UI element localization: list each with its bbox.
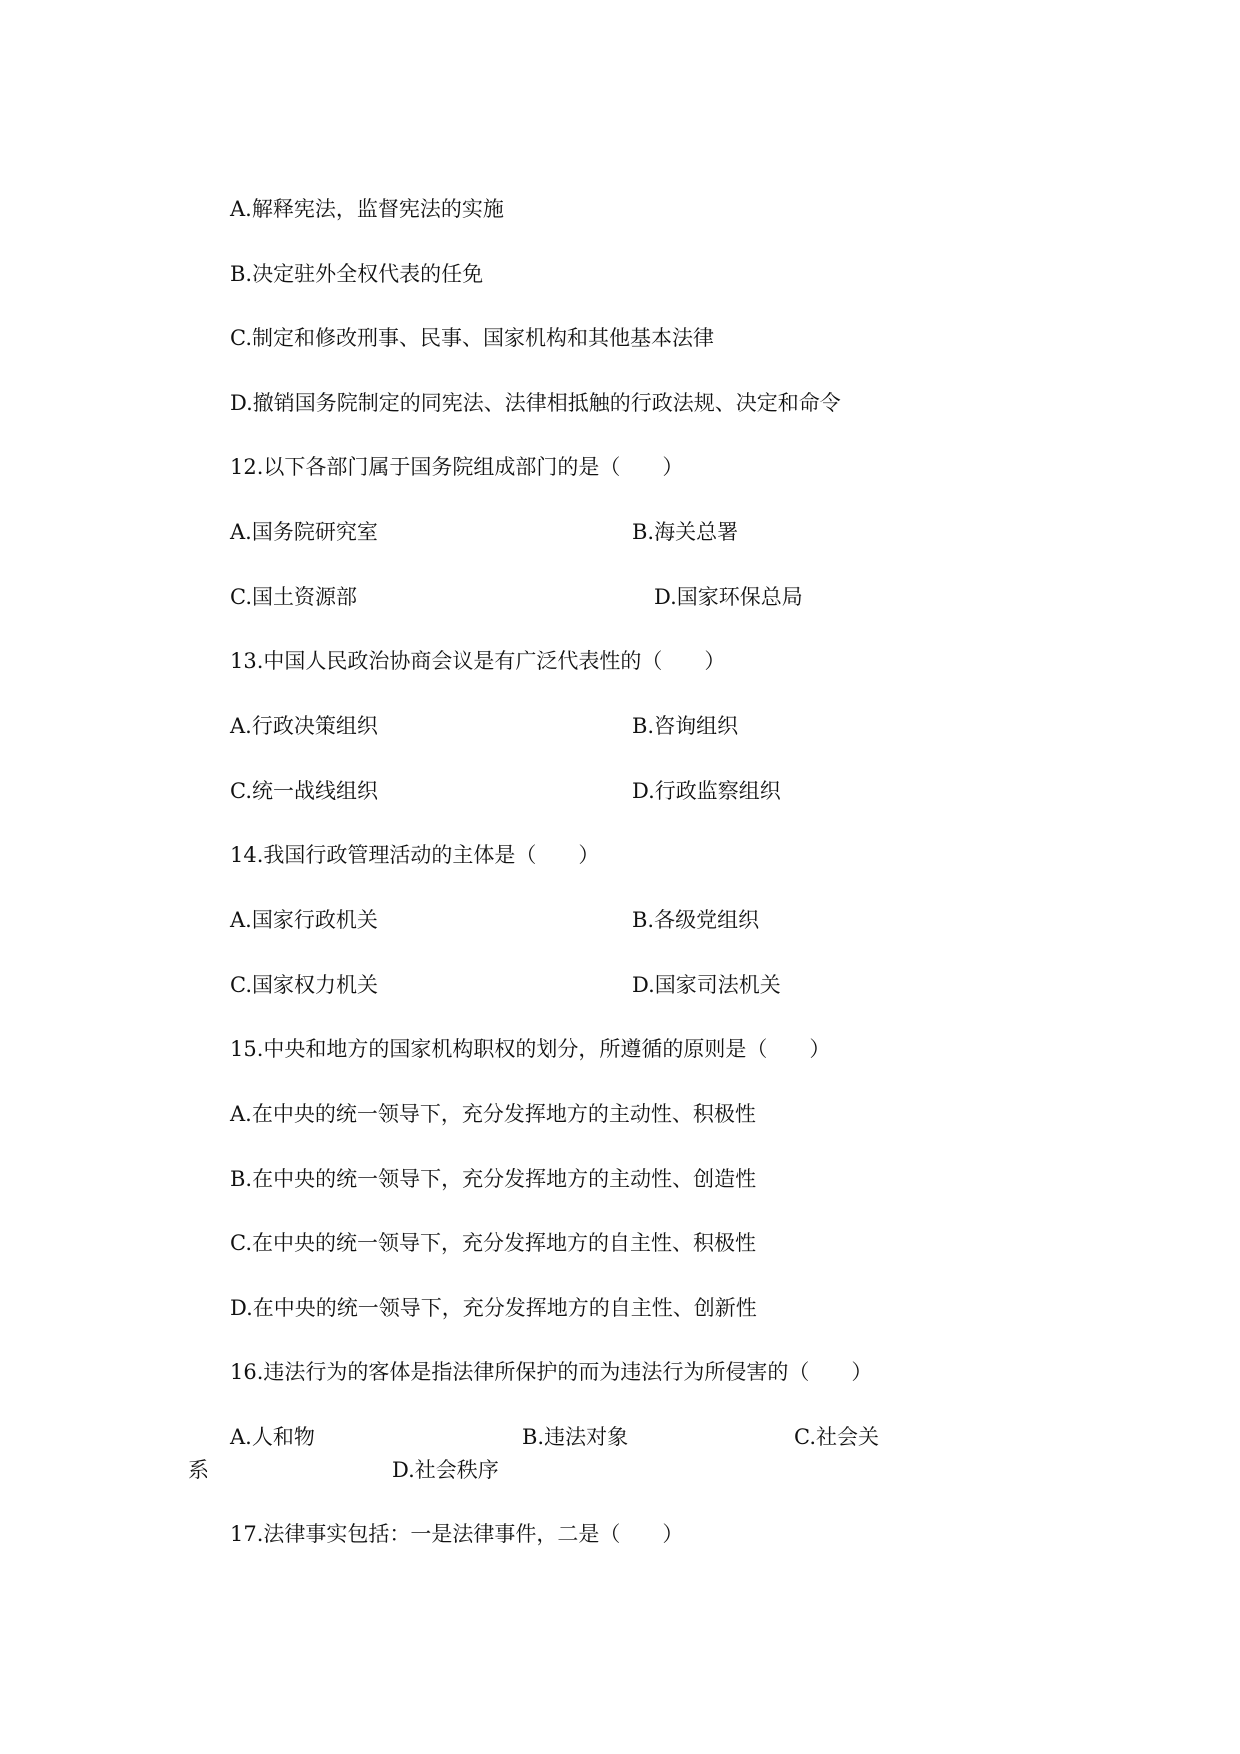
question-14-option-b: B.各级党组织 <box>632 908 760 932</box>
question-15-option-c: C.在中央的统一领导下，充分发挥地方的自主性、积极性 <box>230 1231 756 1255</box>
question-16-option-c: C.社会关 <box>794 1425 879 1449</box>
question-17-stem: 17.法律事实包括：一是法律事件，二是（ ） <box>230 1522 684 1546</box>
question-12-option-b: B.海关总署 <box>632 520 739 544</box>
question-12-option-c: C.国土资源部 <box>230 585 357 609</box>
question-12-option-a: A.国务院研究室 <box>230 520 378 544</box>
question-12-option-d: D.国家环保总局 <box>654 585 803 609</box>
question-15-stem: 15.中央和地方的国家机构职权的划分，所遵循的原则是（ ） <box>230 1037 831 1061</box>
question-16-stem: 16.违法行为的客体是指法律所保护的而为违法行为所侵害的（ ） <box>230 1360 873 1384</box>
prev-option-b: B.决定驻外全权代表的任免 <box>230 262 484 286</box>
question-14-option-c: C.国家权力机关 <box>230 973 378 997</box>
question-16-option-b: B.违法对象 <box>522 1425 629 1449</box>
question-13-option-d: D.行政监察组织 <box>632 779 781 803</box>
prev-option-a: A.解释宪法，监督宪法的实施 <box>230 197 504 221</box>
question-13-option-a: A.行政决策组织 <box>230 714 378 738</box>
question-16-option-d: D.社会秩序 <box>392 1458 499 1482</box>
question-13-option-b: B.咨询组织 <box>632 714 739 738</box>
prev-option-d: D.撤销国务院制定的同宪法、法律相抵触的行政法规、决定和命令 <box>230 391 841 415</box>
question-12-stem: 12.以下各部门属于国务院组成部门的是（ ） <box>230 455 684 479</box>
question-16-option-c-wrap: 系 <box>188 1458 209 1482</box>
question-16-option-a: A.人和物 <box>230 1425 315 1449</box>
question-14-option-a: A.国家行政机关 <box>230 908 378 932</box>
question-13-option-c: C.统一战线组织 <box>230 779 378 803</box>
prev-option-c: C.制定和修改刑事、民事、国家机构和其他基本法律 <box>230 326 714 350</box>
question-15-option-d: D.在中央的统一领导下，充分发挥地方的自主性、创新性 <box>230 1296 757 1320</box>
question-14-stem: 14.我国行政管理活动的主体是（ ） <box>230 843 600 867</box>
question-15-option-a: A.在中央的统一领导下，充分发挥地方的主动性、积极性 <box>230 1102 756 1126</box>
question-15-option-b: B.在中央的统一领导下，充分发挥地方的主动性、创造性 <box>230 1167 757 1191</box>
question-13-stem: 13.中国人民政治协商会议是有广泛代表性的（ ） <box>230 649 726 673</box>
question-14-option-d: D.国家司法机关 <box>632 973 781 997</box>
